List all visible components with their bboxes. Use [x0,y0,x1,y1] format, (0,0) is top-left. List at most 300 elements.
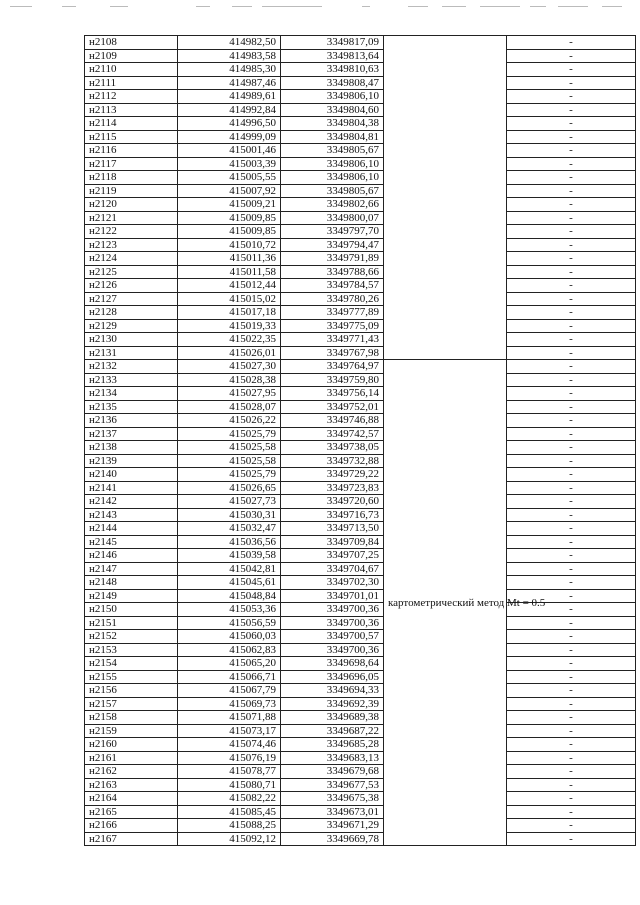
note-cell: - [507,292,636,306]
x-coordinate-cell: 415012,44 [178,279,281,293]
point-id-cell: н2156 [85,684,178,698]
y-coordinate-cell: 3349797,70 [281,225,384,239]
note-cell: - [507,562,636,576]
coordinates-table [84,35,636,846]
note-cell: - [507,535,636,549]
y-coordinate-cell: 3349759,80 [281,373,384,387]
x-coordinate-cell: 415025,58 [178,441,281,455]
note-cell: - [507,805,636,819]
x-coordinate-cell: 414992,84 [178,103,281,117]
point-id-cell: н2127 [85,292,178,306]
x-coordinate-cell: 415053,36 [178,603,281,617]
point-id-cell: н2145 [85,535,178,549]
note-cell: - [507,778,636,792]
note-cell: - [507,522,636,536]
x-coordinate-cell: 415011,58 [178,265,281,279]
note-cell: - [507,576,636,590]
table-row [85,765,636,779]
note-cell: - [507,630,636,644]
x-coordinate-cell: 414987,46 [178,76,281,90]
table-row [85,292,636,306]
note-cell: - [507,684,636,698]
point-id-cell: н2155 [85,670,178,684]
note-cell: - [507,495,636,509]
point-id-cell: н2157 [85,697,178,711]
table-row [85,211,636,225]
y-coordinate-cell: 3349805,67 [281,144,384,158]
y-coordinate-cell: 3349700,36 [281,643,384,657]
point-id-cell: н2129 [85,319,178,333]
note-cell: - [507,90,636,104]
note-cell: - [507,36,636,50]
x-coordinate-cell: 415015,02 [178,292,281,306]
table-row [85,603,636,617]
y-coordinate-cell: 3349813,64 [281,49,384,63]
note-cell: - [507,238,636,252]
y-coordinate-cell: 3349784,57 [281,279,384,293]
y-coordinate-cell: 3349806,10 [281,157,384,171]
note-cell: - [507,360,636,374]
y-coordinate-cell: 3349677,53 [281,778,384,792]
x-coordinate-cell: 415067,79 [178,684,281,698]
point-id-cell: н2113 [85,103,178,117]
note-cell: - [507,616,636,630]
x-coordinate-cell: 415010,72 [178,238,281,252]
y-coordinate-cell: 3349700,57 [281,630,384,644]
y-coordinate-cell: 3349669,78 [281,832,384,846]
note-cell: - [507,508,636,522]
note-cell: - [507,549,636,563]
point-id-cell: н2166 [85,819,178,833]
note-cell: - [507,63,636,77]
point-id-cell: н2154 [85,657,178,671]
note-cell: - [507,724,636,738]
y-coordinate-cell: 3349791,89 [281,252,384,266]
y-coordinate-cell: 3349709,84 [281,535,384,549]
note-cell: - [507,819,636,833]
point-id-cell: н2132 [85,360,178,374]
y-coordinate-cell: 3349780,26 [281,292,384,306]
x-coordinate-cell: 415074,46 [178,738,281,752]
note-cell: - [507,751,636,765]
table-row [85,508,636,522]
table-row [85,819,636,833]
point-id-cell: н2118 [85,171,178,185]
table-row [85,373,636,387]
y-coordinate-cell: 3349702,30 [281,576,384,590]
x-coordinate-cell: 415027,30 [178,360,281,374]
table-row [85,117,636,131]
x-coordinate-cell: 415066,71 [178,670,281,684]
y-coordinate-cell: 3349683,13 [281,751,384,765]
y-coordinate-cell: 3349775,09 [281,319,384,333]
x-coordinate-cell: 415056,59 [178,616,281,630]
table-row [85,832,636,846]
point-id-cell: н2119 [85,184,178,198]
y-coordinate-cell: 3349700,36 [281,603,384,617]
x-coordinate-cell: 415028,38 [178,373,281,387]
table-row [85,279,636,293]
note-cell: - [507,697,636,711]
x-coordinate-cell: 414985,30 [178,63,281,77]
point-id-cell: н2139 [85,454,178,468]
point-id-cell: н2160 [85,738,178,752]
point-id-cell: н2117 [85,157,178,171]
y-coordinate-cell: 3349788,66 [281,265,384,279]
x-coordinate-cell: 415076,19 [178,751,281,765]
table-row [85,549,636,563]
table-row [85,360,636,374]
table-row [85,711,636,725]
coordinates-table-body [85,36,636,846]
note-cell: - [507,306,636,320]
y-coordinate-cell: 3349802,66 [281,198,384,212]
note-cell: - [507,346,636,360]
point-id-cell: н2143 [85,508,178,522]
x-coordinate-cell: 415025,79 [178,427,281,441]
y-coordinate-cell: 3349732,88 [281,454,384,468]
point-id-cell: н2122 [85,225,178,239]
table-row [85,103,636,117]
note-cell: - [507,373,636,387]
point-id-cell: н2153 [85,643,178,657]
point-id-cell: н2116 [85,144,178,158]
table-row [85,697,636,711]
x-coordinate-cell: 414989,61 [178,90,281,104]
table-row [85,252,636,266]
note-cell: - [507,765,636,779]
x-coordinate-cell: 415080,71 [178,778,281,792]
table-row [85,63,636,77]
y-coordinate-cell: 3349720,60 [281,495,384,509]
point-id-cell: н2110 [85,63,178,77]
y-coordinate-cell: 3349696,05 [281,670,384,684]
x-coordinate-cell: 414983,58 [178,49,281,63]
point-id-cell: н2134 [85,387,178,401]
note-cell: - [507,157,636,171]
y-coordinate-cell: 3349729,22 [281,468,384,482]
y-coordinate-cell: 3349817,09 [281,36,384,50]
y-coordinate-cell: 3349685,28 [281,738,384,752]
point-id-cell: н2120 [85,198,178,212]
y-coordinate-cell: 3349713,50 [281,522,384,536]
x-coordinate-cell: 415028,07 [178,400,281,414]
point-id-cell: н2164 [85,792,178,806]
y-coordinate-cell: 3349687,22 [281,724,384,738]
point-id-cell: н2131 [85,346,178,360]
note-cell: - [507,211,636,225]
note-cell: - [507,184,636,198]
note-cell: - [507,198,636,212]
table-row [85,616,636,630]
note-cell: - [507,117,636,131]
table-row [85,643,636,657]
point-id-cell: н2123 [85,238,178,252]
table-row [85,630,636,644]
note-cell: - [507,711,636,725]
x-coordinate-cell: 415009,21 [178,198,281,212]
table-row [85,724,636,738]
y-coordinate-cell: 3349689,38 [281,711,384,725]
point-id-cell: н2158 [85,711,178,725]
y-coordinate-cell: 3349707,25 [281,549,384,563]
point-id-cell: н2151 [85,616,178,630]
table-row [85,90,636,104]
note-cell: - [507,589,636,603]
note-cell: - [507,427,636,441]
point-id-cell: н2163 [85,778,178,792]
note-cell: - [507,225,636,239]
x-coordinate-cell: 415007,92 [178,184,281,198]
table-row [85,306,636,320]
y-coordinate-cell: 3349756,14 [281,387,384,401]
y-coordinate-cell: 3349675,38 [281,792,384,806]
x-coordinate-cell: 415060,03 [178,630,281,644]
x-coordinate-cell: 415048,84 [178,589,281,603]
y-coordinate-cell: 3349804,38 [281,117,384,131]
x-coordinate-cell: 415001,46 [178,144,281,158]
note-cell: - [507,414,636,428]
table-row [85,454,636,468]
point-id-cell: н2147 [85,562,178,576]
note-cell: - [507,279,636,293]
note-cell: - [507,400,636,414]
table-row [85,225,636,239]
note-cell: - [507,130,636,144]
x-coordinate-cell: 415085,45 [178,805,281,819]
point-id-cell: н2111 [85,76,178,90]
table-row [85,562,636,576]
x-coordinate-cell: 415025,79 [178,468,281,482]
note-cell: - [507,454,636,468]
point-id-cell: н2112 [85,90,178,104]
y-coordinate-cell: 3349752,01 [281,400,384,414]
y-coordinate-cell: 3349704,67 [281,562,384,576]
table-row [85,171,636,185]
point-id-cell: н2159 [85,724,178,738]
point-id-cell: н2144 [85,522,178,536]
note-cell: - [507,481,636,495]
note-cell: - [507,670,636,684]
note-cell: - [507,265,636,279]
x-coordinate-cell: 415039,58 [178,549,281,563]
point-id-cell: н2141 [85,481,178,495]
table-row [85,76,636,90]
point-id-cell: н2126 [85,279,178,293]
x-coordinate-cell: 415042,81 [178,562,281,576]
point-id-cell: н2125 [85,265,178,279]
x-coordinate-cell: 415030,31 [178,508,281,522]
point-id-cell: н2150 [85,603,178,617]
table-row [85,535,636,549]
y-coordinate-cell: 3349746,88 [281,414,384,428]
point-id-cell: н2114 [85,117,178,131]
table-row [85,576,636,590]
table-row [85,144,636,158]
table-row [85,157,636,171]
note-cell: - [507,468,636,482]
table-row [85,427,636,441]
y-coordinate-cell: 3349771,43 [281,333,384,347]
x-coordinate-cell: 415065,20 [178,657,281,671]
x-coordinate-cell: 415032,47 [178,522,281,536]
point-id-cell: н2135 [85,400,178,414]
table-row [85,400,636,414]
table-row [85,684,636,698]
point-id-cell: н2109 [85,49,178,63]
x-coordinate-cell: 415088,25 [178,819,281,833]
table-row [85,265,636,279]
table-row [85,441,636,455]
y-coordinate-cell: 3349806,10 [281,171,384,185]
y-coordinate-cell: 3349804,81 [281,130,384,144]
x-coordinate-cell: 415022,35 [178,333,281,347]
x-coordinate-cell: 415069,73 [178,697,281,711]
point-id-cell: н2167 [85,832,178,846]
x-coordinate-cell: 415078,77 [178,765,281,779]
top-edge-marks [10,6,625,10]
note-cell: - [507,441,636,455]
y-coordinate-cell: 3349805,67 [281,184,384,198]
point-id-cell: н2124 [85,252,178,266]
x-coordinate-cell: 415073,17 [178,724,281,738]
y-coordinate-cell: 3349671,29 [281,819,384,833]
point-id-cell: н2161 [85,751,178,765]
x-coordinate-cell: 414999,09 [178,130,281,144]
point-id-cell: н2142 [85,495,178,509]
point-id-cell: н2140 [85,468,178,482]
table-row [85,751,636,765]
table-row [85,346,636,360]
point-id-cell: н2138 [85,441,178,455]
y-coordinate-cell: 3349777,89 [281,306,384,320]
y-coordinate-cell: 3349700,36 [281,616,384,630]
note-cell: - [507,657,636,671]
table-row [85,522,636,536]
y-coordinate-cell: 3349806,10 [281,90,384,104]
x-coordinate-cell: 415026,22 [178,414,281,428]
x-coordinate-cell: 415045,61 [178,576,281,590]
y-coordinate-cell: 3349794,47 [281,238,384,252]
x-coordinate-cell: 415036,56 [178,535,281,549]
note-cell: - [507,333,636,347]
table-row [85,481,636,495]
point-id-cell: н2108 [85,36,178,50]
table-row [85,738,636,752]
x-coordinate-cell: 415009,85 [178,211,281,225]
x-coordinate-cell: 415005,55 [178,171,281,185]
method-cell [384,36,507,360]
table-row [85,387,636,401]
note-cell: - [507,643,636,657]
point-id-cell: н2162 [85,765,178,779]
x-coordinate-cell: 415011,36 [178,252,281,266]
x-coordinate-cell: 415082,22 [178,792,281,806]
y-coordinate-cell: 3349767,98 [281,346,384,360]
point-id-cell: н2146 [85,549,178,563]
point-id-cell: н2136 [85,414,178,428]
x-coordinate-cell: 415092,12 [178,832,281,846]
table-row [85,792,636,806]
table-row [85,657,636,671]
note-cell: - [507,144,636,158]
note-cell: - [507,738,636,752]
point-id-cell: н2115 [85,130,178,144]
x-coordinate-cell: 415027,95 [178,387,281,401]
note-cell: - [507,832,636,846]
point-id-cell: н2128 [85,306,178,320]
y-coordinate-cell: 3349764,97 [281,360,384,374]
point-id-cell: н2137 [85,427,178,441]
y-coordinate-cell: 3349738,05 [281,441,384,455]
x-coordinate-cell: 415026,65 [178,481,281,495]
table-row [85,589,636,603]
note-cell: - [507,76,636,90]
y-coordinate-cell: 3349800,07 [281,211,384,225]
table-row [85,778,636,792]
y-coordinate-cell: 3349723,83 [281,481,384,495]
table-row [85,414,636,428]
y-coordinate-cell: 3349698,64 [281,657,384,671]
table-row [85,319,636,333]
y-coordinate-cell: 3349673,01 [281,805,384,819]
method-cell: картометрический метод Mt = 0.5 [384,360,507,846]
y-coordinate-cell: 3349692,39 [281,697,384,711]
table-row [85,238,636,252]
table-row [85,184,636,198]
x-coordinate-cell: 415019,33 [178,319,281,333]
point-id-cell: н2148 [85,576,178,590]
point-id-cell: н2130 [85,333,178,347]
x-coordinate-cell: 414996,50 [178,117,281,131]
table-row [85,670,636,684]
y-coordinate-cell: 3349694,33 [281,684,384,698]
note-cell: - [507,387,636,401]
y-coordinate-cell: 3349810,63 [281,63,384,77]
note-cell: - [507,171,636,185]
x-coordinate-cell: 415003,39 [178,157,281,171]
table-row [85,468,636,482]
point-id-cell: н2133 [85,373,178,387]
y-coordinate-cell: 3349701,01 [281,589,384,603]
y-coordinate-cell: 3349742,57 [281,427,384,441]
point-id-cell: н2149 [85,589,178,603]
point-id-cell: н2152 [85,630,178,644]
point-id-cell: н2121 [85,211,178,225]
x-coordinate-cell: 415017,18 [178,306,281,320]
table-row [85,333,636,347]
y-coordinate-cell: 3349679,68 [281,765,384,779]
x-coordinate-cell: 415025,58 [178,454,281,468]
x-coordinate-cell: 415062,83 [178,643,281,657]
table-row [85,36,636,50]
table-row [85,49,636,63]
note-cell: - [507,252,636,266]
point-id-cell: н2165 [85,805,178,819]
note-cell: - [507,792,636,806]
table-row [85,130,636,144]
table-row [85,198,636,212]
x-coordinate-cell: 415009,85 [178,225,281,239]
x-coordinate-cell: 415027,73 [178,495,281,509]
note-cell: - [507,49,636,63]
table-row [85,805,636,819]
note-cell: - [507,319,636,333]
x-coordinate-cell: 415026,01 [178,346,281,360]
note-cell: - [507,103,636,117]
y-coordinate-cell: 3349804,60 [281,103,384,117]
y-coordinate-cell: 3349808,47 [281,76,384,90]
